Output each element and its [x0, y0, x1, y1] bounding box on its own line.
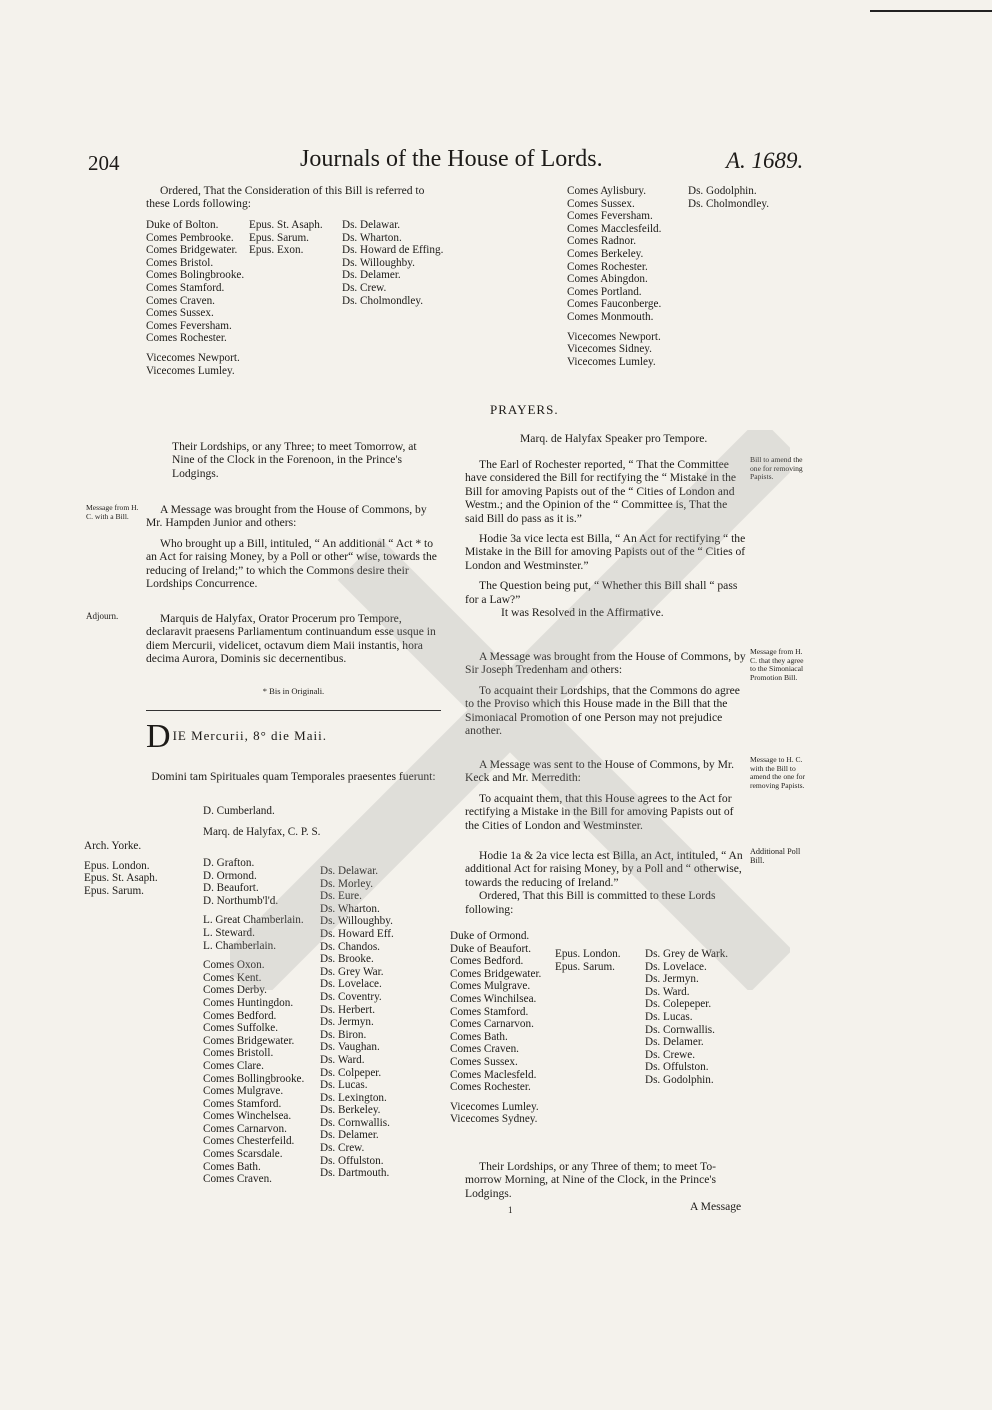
list-item: Ds. Dartmouth.: [320, 1167, 390, 1180]
list-item: D. Ormond.: [203, 869, 257, 882]
dropcap: D: [146, 718, 171, 755]
list-item: Duke of Ormond.: [450, 930, 530, 942]
message2-p1: A Message was brought from the House of Commons, by Sir Joseph Tredenham and others:: [465, 650, 746, 677]
list-item: Ds. Biron.: [320, 1028, 367, 1041]
message1-p1: A Message was brought from the House of Commons, by Mr. Hampden Junior and others:: [146, 503, 427, 530]
list-item: D. Northumb'l'd.: [203, 894, 279, 907]
margin-note-poll: Additional Poll Bill.: [750, 847, 801, 865]
running-title: Journals of the House of Lords.: [300, 146, 603, 172]
list-item: Comes Maclesfeld.: [450, 1068, 537, 1081]
list-item: Ds. Cornwallis.: [320, 1116, 390, 1129]
list-item: Comes Bolingbrooke.: [146, 269, 245, 282]
list-item: Epus. London.: [84, 859, 150, 872]
attendance-right: [320, 865, 440, 1180]
catchword: A Message: [690, 1200, 742, 1213]
list-item: Comes Rochester.: [567, 260, 648, 273]
list-item: Comes Stamford.: [203, 1097, 282, 1110]
die-heading: IE Mercurii, 8° die Maii.: [172, 728, 327, 743]
list-item: Ds. Crew.: [320, 1142, 365, 1155]
list-item: Comes Aylisbury.: [567, 185, 647, 197]
list-item: Comes Radnor.: [567, 235, 636, 248]
ordered-paragraph: [146, 184, 441, 211]
list-item: Comes Portland.: [567, 285, 642, 298]
list-item: Epus. Sarum.: [249, 231, 309, 244]
list-item: Ds. Willoughby.: [342, 256, 415, 269]
list-item: Ds. Lovelace.: [320, 978, 382, 991]
list-item: [84, 853, 196, 860]
list-item: Comes Rochester.: [450, 1081, 531, 1094]
list-item: Duke of Beaufort.: [450, 942, 532, 955]
prayers-body: [465, 458, 747, 619]
page-number: 204: [88, 151, 120, 175]
list-item: Ds. Eure.: [320, 890, 362, 903]
list-item: Epus. St. Asaph.: [249, 219, 323, 231]
list-item: Comes Stamford.: [146, 281, 225, 294]
list-item: Ds. Coventry.: [320, 990, 382, 1003]
list-item: D. Beaufort.: [203, 882, 259, 895]
question-text: The Question being put, “ Whether this Bill shall “ pass for a Law?”: [465, 579, 738, 606]
margin-note-adjourn: Adjourn.: [86, 611, 119, 621]
message1-p2: Who brought up a Bill, intituled, “ An additional “ Act * to an Act for raising Money, by a Poll or other“ wise, towards the reducing of Ireland;” to which the Commons desire their Lordships Concurrence.: [146, 536, 437, 591]
footnote: * Bis in Originali.: [262, 686, 325, 696]
list-item: Comes Carnarvon.: [450, 1018, 534, 1031]
list-item: Ds. Crewe.: [645, 1048, 696, 1061]
adjourn: [146, 612, 441, 666]
message3-p2: To acquaint them, that this House agrees to the Act for rectifying a Mistake in the Bill for amoving Papists out of the Cities of London and Westminster.: [465, 791, 734, 832]
poll-ordered: Ordered, That this Bill is committed to these Lords following:: [465, 889, 716, 916]
list-item: Ds. Vaughan.: [320, 1041, 380, 1054]
list-item: Comes Suffolke.: [203, 1022, 278, 1035]
list-item: Ds. Lucas.: [320, 1079, 368, 1092]
list-item: [567, 324, 685, 331]
list-item: Comes Oxon.: [203, 959, 265, 972]
poll-col3: [645, 948, 755, 1087]
top-rule: [870, 10, 992, 12]
speaker-line: Marq. de Halyfax Speaker pro Tempore.: [520, 432, 708, 445]
list-item: Ds. Delamer.: [645, 1036, 704, 1049]
list-item: Arch. Yorke.: [84, 840, 142, 852]
list-item: Epus. Sarum.: [555, 960, 615, 973]
list-item: Ds. Howard Eff.: [320, 927, 394, 940]
list-item: Ds. Wharton.: [342, 231, 402, 244]
list-item: Comes Abingdon.: [567, 273, 648, 286]
list-item: Ds. Cholmondley.: [342, 294, 424, 307]
list-item: Comes Winchilsea.: [450, 992, 537, 1005]
list-item: Comes Macclesfeild.: [567, 222, 662, 235]
list-item: Comes Bridgewater.: [450, 967, 542, 980]
list-item: Ds. Chandos.: [320, 940, 380, 953]
margin-note-message3: Message to H. C. with the Bill to amend the one for removing Papists.: [750, 755, 806, 790]
die-heading-block: [146, 718, 441, 755]
list-item: Ds. Willoughby.: [320, 915, 393, 928]
list-item: Ds. Jermyn.: [320, 1016, 374, 1029]
list-item: Ds. Jermyn.: [645, 973, 699, 986]
list-item: Vicecomes Lumley.: [146, 364, 235, 377]
domini-line: Domini tam Spirituales quam Temporales praesentes fuerunt:: [151, 770, 436, 783]
list-item: Comes Monmouth.: [567, 310, 654, 323]
list-item: Ds. Delamer.: [320, 1129, 379, 1142]
list-item: L. Great Chamberlain.: [203, 914, 304, 927]
list-item: Vicecomes Newport.: [567, 330, 661, 343]
year: A. 1689.: [726, 148, 804, 173]
list-item: Vicecomes Sydney.: [450, 1113, 538, 1126]
meet-text: Their Lordships, or any Three; to meet Tomorrow, at Nine of the Clock in the Forenoon, in the Prince's Lodgings.: [172, 440, 417, 480]
list-item: Comes Stamford.: [450, 1005, 529, 1018]
list-item: Ds. Lovelace.: [645, 960, 707, 973]
list-item: Comes Craven.: [450, 1043, 519, 1056]
list-item: Comes Fauconberge.: [567, 298, 662, 311]
list-item: Comes Kent.: [203, 971, 262, 984]
list-item: Ds. Offulston.: [320, 1154, 384, 1167]
message2: [465, 650, 747, 737]
list-item: D. Grafton.: [203, 857, 255, 869]
list-item: Ds. Godolphin.: [688, 185, 757, 197]
list-item: Comes Chesterfeild.: [203, 1135, 295, 1148]
list-item: Comes Bridgewater.: [146, 244, 238, 257]
list-item: Comes Bath.: [203, 1160, 261, 1173]
committee-col3: [342, 219, 442, 307]
list-item: Ds. Morley.: [320, 877, 374, 890]
list-item: Ds. Offulston.: [645, 1061, 709, 1074]
list-item: Comes Sussex.: [450, 1055, 518, 1068]
list-item: Ds. Berkeley.: [320, 1104, 381, 1117]
poll-hodie: Hodie 1a & 2a vice lecta est Billa, an Act, intituled, “ An additional Act for raising Money, by a Poll and “ otherwise, towards the reducing of Ireland.”: [465, 849, 743, 889]
list-item: Vicecomes Lumley.: [567, 355, 656, 368]
list-item: Epus. St. Asaph.: [84, 872, 158, 885]
margin-note-bill-amend: Bill to amend the one for removing Papists.: [750, 455, 803, 482]
poll-col2: [555, 948, 643, 973]
list-item: Comes Bollingbrooke.: [203, 1072, 305, 1085]
signature-mark: 1: [508, 1205, 513, 1215]
report-text: The Earl of Rochester reported, “ That the Committee have considered the Bill for rectifying the “ Mistake in the Bill for amoving Papists out of the “ Cities of London and Westm.; and the Opinion of the “ Committee is, That the said Bill do pass as it is.”: [465, 458, 737, 525]
margin-note-message1: Message from H. C. with a Bill.: [86, 503, 139, 521]
list-item: Vicecomes Sidney.: [567, 343, 652, 356]
list-item: Comes Bedford.: [450, 955, 524, 968]
list-item: Ds. Herbert.: [320, 1003, 375, 1016]
list-item: Comes Berkeley.: [567, 247, 644, 260]
list-item: L. Chamberlain.: [203, 939, 277, 952]
list-item: L. Steward.: [203, 926, 255, 939]
list-item: Comes Feversham.: [146, 319, 232, 332]
list-item: Vicecomes Newport.: [146, 351, 240, 364]
list-item: Comes Rochester.: [146, 332, 227, 345]
list-item: Comes Feversham.: [567, 210, 653, 223]
list-item: Comes Bristoll.: [203, 1047, 274, 1060]
list-item: Comes Scarsdale.: [203, 1148, 283, 1161]
list-item: Comes Mulgrave.: [203, 1085, 284, 1098]
attendance-mid: [203, 857, 323, 1186]
list-item: Comes Pembrooke.: [146, 231, 234, 244]
list-item: Ds. Godolphin.: [645, 1073, 714, 1086]
list-item: Ds. Delawar.: [342, 219, 401, 231]
cumberland: D. Cumberland.: [203, 805, 275, 817]
list-item: Comes Bedford.: [203, 1009, 277, 1022]
list-item: Comes Bridgewater.: [203, 1034, 295, 1047]
list-item: Ds. Cornwallis.: [645, 1023, 715, 1036]
poll-meet: [465, 1160, 747, 1200]
committee-col1: [146, 219, 250, 377]
list-item: Ds. Delamer.: [342, 269, 401, 282]
meet-paragraph: [172, 440, 440, 480]
list-item: Ds. Colepeper.: [645, 998, 712, 1011]
list-item: Comes Sussex.: [146, 307, 214, 320]
message1: [146, 503, 441, 590]
poll-col1: [450, 930, 550, 1126]
list-item: Comes Sussex.: [567, 197, 635, 210]
margin-note-message2: Message from H. C. that they agree to the Simoniacal Promotion Bill.: [750, 647, 804, 682]
section-rule: [146, 710, 441, 711]
list-item: [146, 345, 250, 352]
attendance-left: [84, 840, 196, 897]
list-item: Comes Clare.: [203, 1059, 264, 1072]
right-top-col1: [567, 185, 685, 368]
list-item: Comes Bath.: [450, 1030, 508, 1043]
list-item: [203, 952, 323, 959]
list-item: Comes Carnarvon.: [203, 1122, 287, 1135]
message3-p1: A Message was sent to the House of Commons, by Mr. Keck and Mr. Merredith:: [465, 758, 735, 785]
list-item: [450, 1094, 550, 1101]
list-item: Comes Craven.: [146, 294, 215, 307]
poll-meet-text: Their Lordships, or any Three of them; to meet To-morrow Morning, at Nine of the Clock, in the Prince's Lodgings.: [465, 1160, 717, 1200]
list-item: Ds. Wharton.: [320, 902, 380, 915]
list-item: Ds. Colpeper.: [320, 1066, 382, 1079]
list-item: Ds. Ward.: [645, 985, 690, 998]
list-item: Comes Winchelsea.: [203, 1110, 292, 1123]
list-item: Duke of Bolton.: [146, 219, 219, 231]
list-item: Ds. Grey de Wark.: [645, 948, 729, 960]
list-item: Epus. Exon.: [249, 244, 304, 257]
list-item: Comes Huntingdon.: [203, 996, 294, 1009]
ordered-text: Ordered, That the Consideration of this Bill is referred to these Lords following:: [146, 184, 425, 211]
list-item: Comes Mulgrave.: [450, 980, 531, 993]
list-item: Ds. Grey War.: [320, 965, 384, 978]
list-item: Comes Derby.: [203, 984, 267, 997]
hodie-text: Hodie 3a vice lecta est Billa, “ An Act for rectifying “ the Mistake in the Bill for amoving Papists out of the “ Cities of London and Westminster.”: [465, 532, 746, 572]
poll-bill: [465, 849, 747, 916]
list-item: Ds. Delawar.: [320, 865, 379, 877]
list-item: Comes Craven.: [203, 1173, 272, 1186]
list-item: Ds. Crew.: [342, 281, 387, 294]
list-item: Comes Bristol.: [146, 256, 214, 269]
list-item: Epus. Sarum.: [84, 884, 144, 897]
prayers-heading: PRAYERS.: [490, 402, 559, 417]
resolved-text: It was Resolved in the Affirmative.: [501, 606, 664, 620]
message3: [465, 758, 747, 832]
list-item: Vicecomes Lumley.: [450, 1100, 539, 1113]
list-item: Epus. London.: [555, 948, 621, 960]
list-item: [203, 907, 323, 914]
list-item: Ds. Cholmondley.: [688, 197, 770, 210]
right-top-col2: [688, 185, 788, 210]
message2-p2: To acquaint their Lordships, that the Commons do agree to the Proviso which this House made in the Bill that the Simoniacal Promotion of one Person may not prejudice another.: [465, 683, 740, 738]
committee-col2: [249, 219, 341, 257]
list-item: Ds. Lexington.: [320, 1091, 387, 1104]
marq-halyfax: Marq. de Halyfax, C. P. S.: [203, 826, 321, 838]
list-item: Ds. Lucas.: [645, 1010, 693, 1023]
list-item: Ds. Brooke.: [320, 953, 374, 966]
list-item: Ds. Howard de Effing.: [342, 244, 444, 257]
adjourn-text: Marquis de Halyfax, Orator Procerum pro Tempore, declaravit praesens Parliamentum continuandum esse usque in diem Mercurii, videlicet, octavum diem Maii instantis, hora decima Aurora, Dominis sic decernentibus.: [146, 612, 436, 666]
list-item: Ds. Ward.: [320, 1053, 365, 1066]
